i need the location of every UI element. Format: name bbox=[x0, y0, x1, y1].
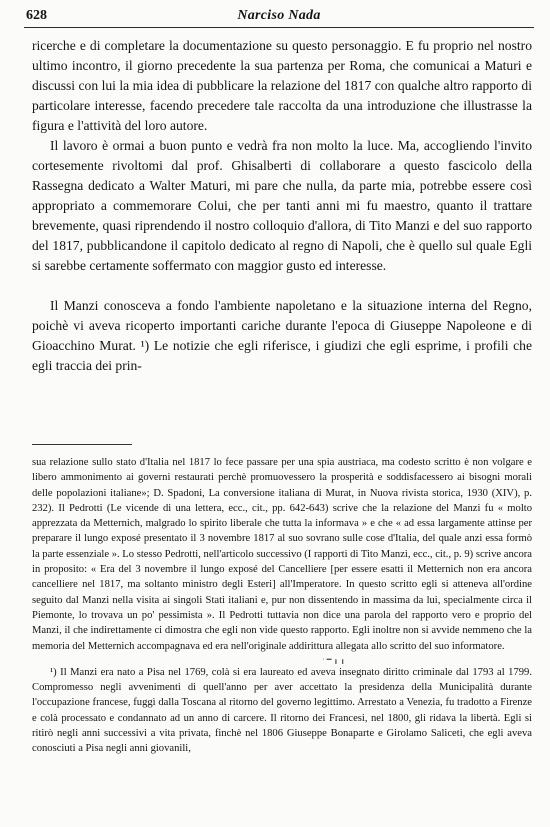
paragraph-3: Il Manzi conosceva a fondo l'ambiente napoletano e la situazione interna del Regno, poichè vi aveva ricoperto importanti cariche durante l'epoca di Giuseppe Napoleone e di Gioacchino Murat. ¹) Le notizie che egli riferisce, i giudizi che egli esprime, i profili che egli traccia dei prin- bbox=[32, 298, 532, 373]
footnote-continuation: sua relazione sullo stato d'Italia nel 1817 lo fece passare per una spia austriaca, ma codesto scritto è non volgare e libero ammonimento ai governi restaurati perchè promuovessero la prosperità e soddisfacessero ai bisogni morali delle popolazioni italiane»; D. Spadoni, La conversione italiana di Murat, in Nuova rivista storica, 1930 (XIV), p. 232). Il Pedrotti (Le vicende di una lettera, ecc., cit., pp. 642-643) scrive che la relazione del Manzi fu « molto apprezzata da Metternich, malgrado lo spirito liberale che tutta la informava » e che « ad essa largamente attinse per preparare il lungo exposé presentato il 3 novembre 1817 al suo sovrano sulle cose d'Italia, del quale anzi essa formò la parte essenziale ». Lo stesso Pedrotti, nell'articolo successivo (I rapporti di Tito Manzi, ecc., cit., p. 9) scrive ancora in proposito: « Era del 3 novembre il lungo exposé del Cancelliere [per essere esatti il Metternich non era ancora cancelliere nel 1817, ma soltanto ministro degli Esteri] all'Imperatore. In questo scritto egli si atteneva all'ordine seguito dal Manzi nella visita ai singoli Stati italiani e, pur non dissentendo in massima da lui, specialmente circa il Piemonte, lo trovava un po' pessimista ». Il Pedrotti tuttavia non dice una parola del rapporto vero e proprio del Manzi, il che indirettamente ci dimostra che egli non vide questo rapporto. Egli inoltre non si avvide nemmeno che la memoria del Metternich accompagnava ed era nell'originale addirittura allegata allo scritto del suo informatore. bbox=[32, 457, 532, 652]
running-head: Narciso Nada bbox=[237, 8, 321, 23]
footnote-1: ¹) Il Manzi era nato a Pisa nel 1769, colà si era laureato ed aveva insegnato diritto criminale dal 1793 al 1799. Compromesso negli avvenimenti di quell'anno per aver accettato la presidenza della Municipalità durante l'occupazione francese, fuggì dalla Toscana al ritorno del governo legittimo. Arrestato a Venezia, fu tradotto a Firenze e colà processato e condannato ad un anno di carcere. Il ritorno dei Francesi, nel 1800, gli ridava la libertà. Egli si ritirò negli anni successivi a vita privata, finchè nel 1806 Giuseppe Bonaparte e Girolamo Saliceti, che egli aveva conosciuti a Pisa negli anni giovanili, bbox=[32, 666, 532, 755]
stray-print-mark: · ━ ╻ ╻ bbox=[322, 654, 346, 664]
page-number: 628 bbox=[26, 8, 47, 23]
page-header bbox=[26, 8, 532, 24]
footnote-separator bbox=[32, 444, 132, 445]
footnotes bbox=[32, 455, 532, 757]
main-text bbox=[32, 36, 532, 376]
paragraph-2: Il lavoro è ormai a buon punto e vedrà fra non molto la luce. Ma, accogliendo l'invito cortesemente rivoltomi dal prof. Ghisalberti di collaborare a questo fascicolo della Rassegna dedicato a Walter Maturi, mi pare che nulla, da parte mia, potrebbe essere così appropriato a commemorare Colui, che per tanti anni mi fu maestro, quanto il trattare brevemente, quasi riprendendo il nostro colloquio d'allora, di Tito Manzi e del suo rapporto del 1817, pubblicandone il capitolo dedicato al regno di Napoli, che è quello sul quale Egli si sarebbe certamente soffermato con maggior gusto ed interesse. bbox=[32, 138, 532, 273]
header-rule bbox=[24, 27, 534, 28]
paragraph-1: ricerche e di completare la documentazione su questo personaggio. E fu proprio nel nostro ultimo incontro, il giorno precedente la sua partenza per Roma, che comunicai a Maturi e discussi con lui la mia idea di pubblicare la relazione del 1817 con qualche altro rapporto di particolare interesse, facendo precedere tale raccolta da una introduzione che illustrasse la figura e l'attività del loro autore. bbox=[32, 38, 532, 133]
